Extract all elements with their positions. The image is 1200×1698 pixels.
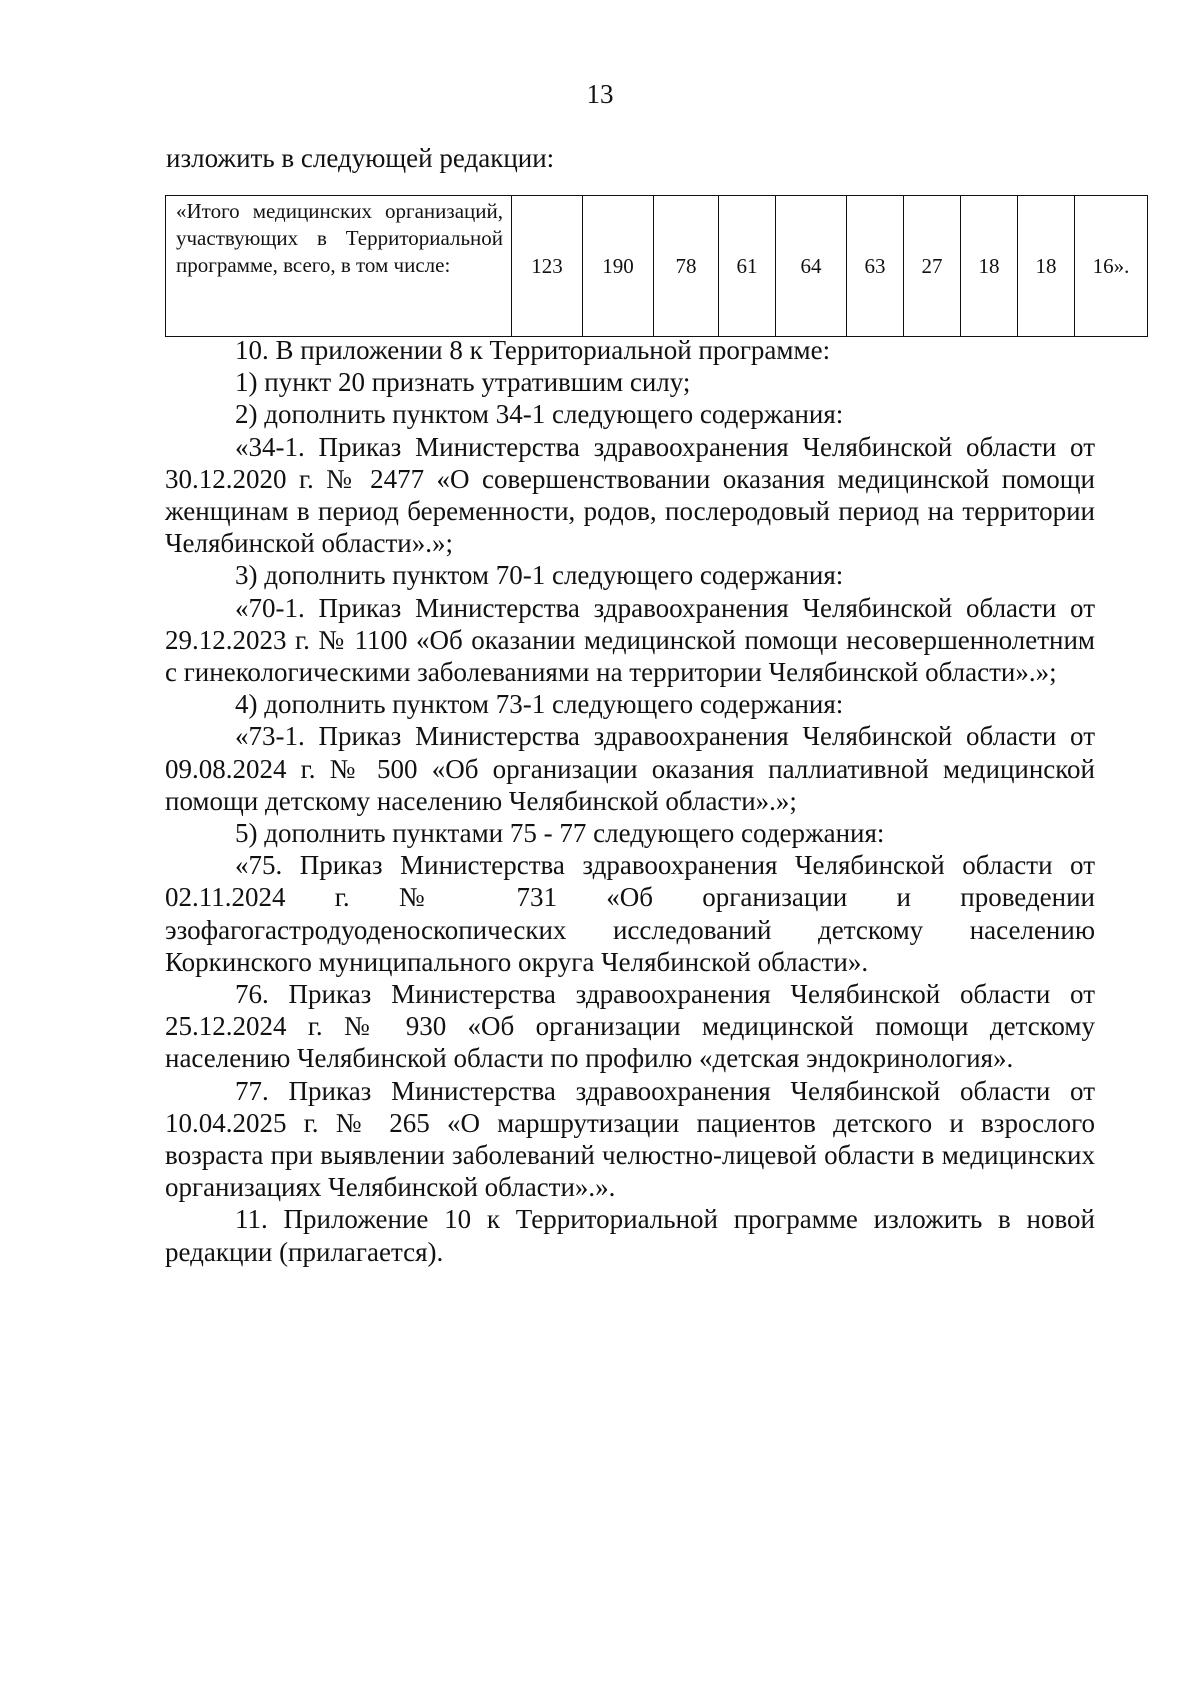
paragraph: 2) дополнить пунктом 34-1 следующего содержания: [235,399,844,430]
paragraph: 11. Приложение 10 к Территориальной программе изложить в новой редакции (прилагается). [165,1204,1095,1267]
table-cell: 61 [719,196,776,337]
intro-text: изложить в следующей редакции: [166,143,555,173]
paragraph: «70-1. Приказ Министерства здравоохранения Челябинской области от 29.12.2023 г. № 1100 «Об оказании медицинской помощи несовершеннолетним с гинекологическими заболеваниями на территории Челябинской области».»; [165,592,1095,688]
table-cell: 78 [654,196,719,337]
document-body [165,334,1095,1268]
table-row-label: «Итого медицинских организаций, участвующих в Территориальной программе, всего, в том числе: [166,196,512,337]
paragraph: 10. В приложении 8 к Территориальной программе: [235,335,831,365]
table-cell: 64 [776,196,847,337]
table-cell: 123 [512,196,583,337]
paragraph: 3) дополнить пунктом 70-1 следующего содержания: [235,560,844,591]
table-cell: 63 [847,196,904,337]
paragraph: «73-1. Приказ Министерства здравоохранения Челябинской области от 09.08.2024 г. № 500 «Об организации оказания паллиативной медицинской помощи детскому населению Челябинской области».»; [165,721,1095,816]
paragraph: «75. Приказ Министерства здравоохранения Челябинской области от 02.11.2024 г. № 731 «Об организации и проведении эзофагогастродуоденоскопических исследований детскому населению Коркинского муниципального округа Челябинской области». [165,850,1095,977]
table-cell: 18 [961,196,1018,337]
table-cell: 16». [1075,196,1148,337]
paragraph: 1) пункт 20 признать утратившим силу; [235,367,691,398]
table-cell: 18 [1018,196,1075,337]
table-cell: 190 [583,196,654,337]
page-number: 13 [586,79,614,109]
table-row [166,196,1148,337]
paragraph: 5) дополнить пунктами 75 - 77 следующего содержания: [235,818,885,849]
paragraph: «34-1. Приказ Министерства здравоохранения Челябинской области от 30.12.2020 г. № 2477 «О совершенствовании оказания медицинской помощи женщинам в период беременности, родов, послеродовый период на территории Челябинской области».»; [165,431,1095,559]
paragraph: 4) дополнить пунктом 73-1 следующего содержания: [235,689,844,720]
paragraph: 77. Приказ Министерства здравоохранения Челябинской области от 10.04.2025 г. № 265 «О маршрутизации пациентов детского и взрослого возраста при выявлении заболеваний челюстно-лицевой области в медицинских организациях Челябинской области».». [165,1075,1095,1203]
summary-table [165,195,1148,337]
paragraph: 76. Приказ Министерства здравоохранения Челябинской области от 25.12.2024 г. № 930 «Об организации медицинской помощи детскому населению Челябинской области по профилю «детская эндокринология». [165,979,1095,1074]
table-cell: 27 [904,196,961,337]
